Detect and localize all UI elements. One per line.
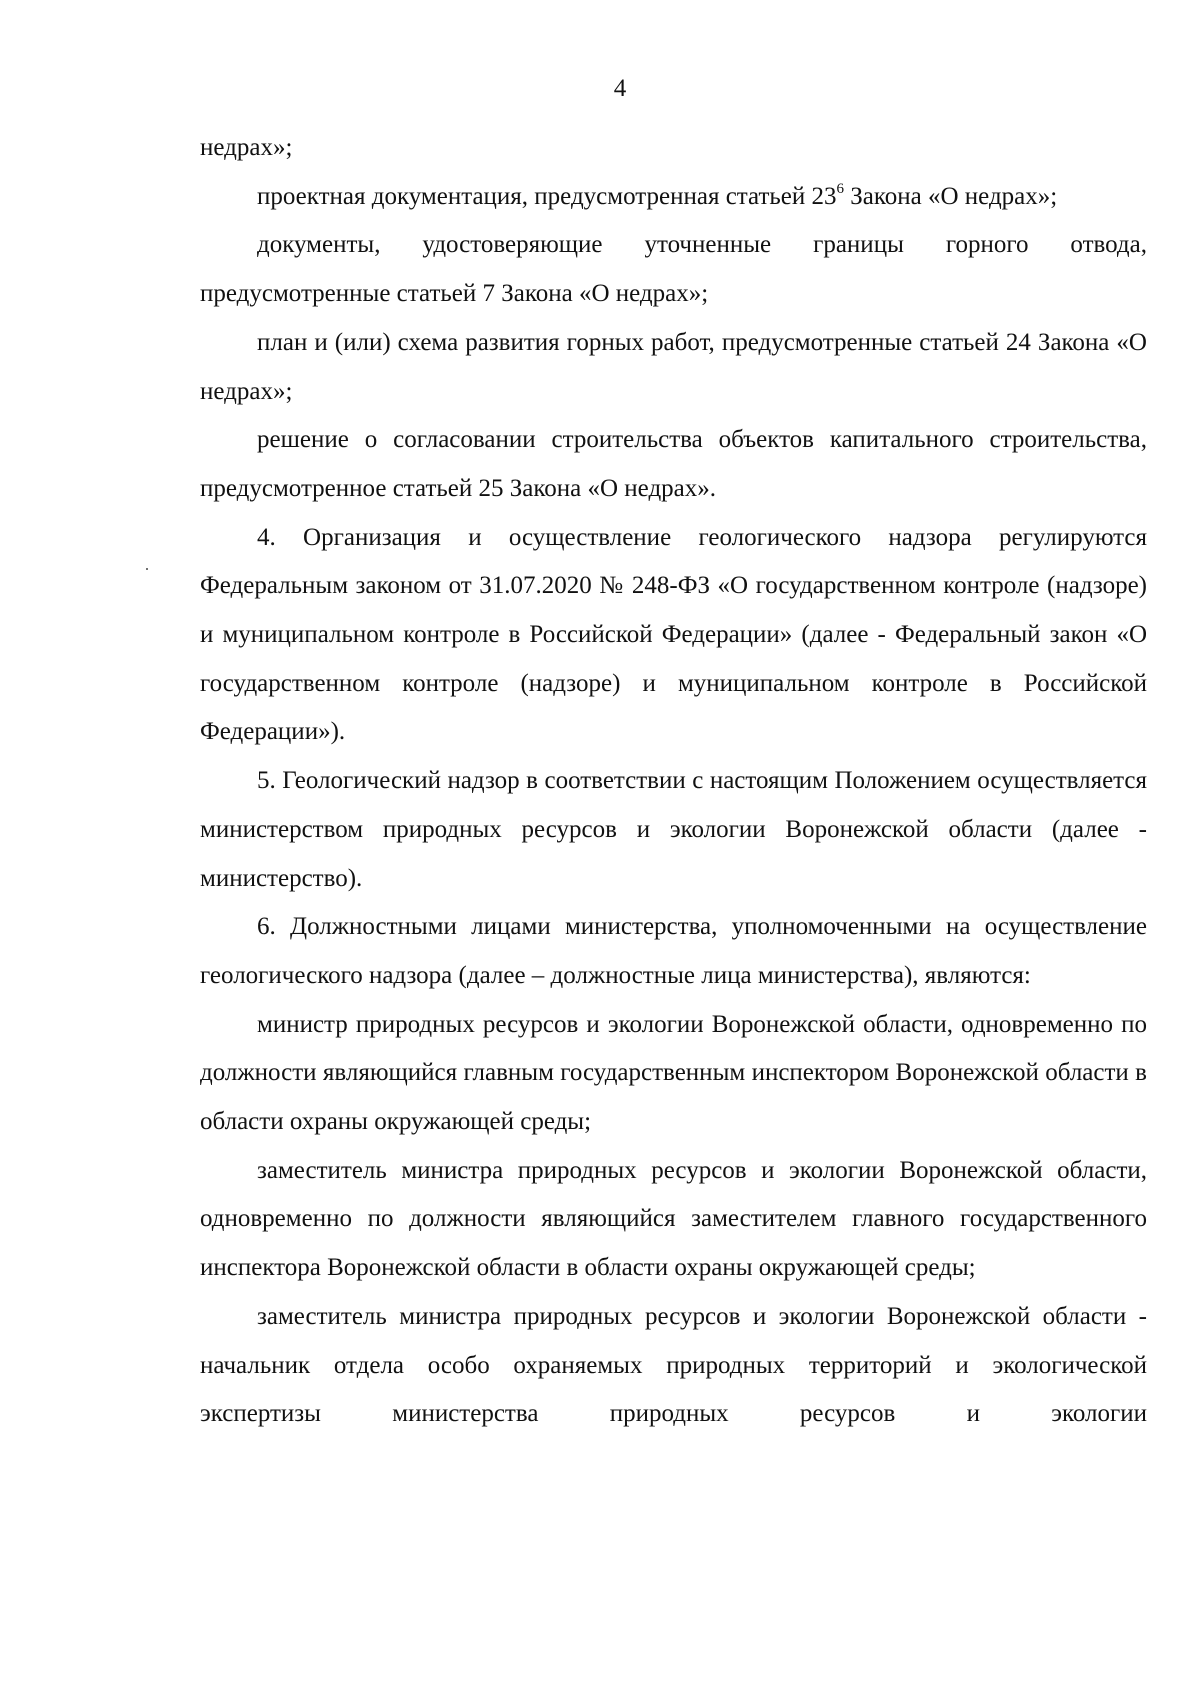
paragraph <box>200 221 1147 318</box>
paragraph-text: решение о согласовании строительства объектов капитального строительства, предусмотренное статьей 25 Закона «О недрах». <box>200 426 1147 502</box>
paragraph <box>200 1147 1147 1293</box>
paragraph <box>200 173 1147 222</box>
superscript: 6 <box>836 180 845 197</box>
paragraph-text: 4. Организация и осуществление геологического надзора регулируются Федеральным законом от 31.07.2020 № 248-ФЗ «О государственном контроле (надзоре) и муниципальном контроле в Российской Федерации» (далее - Федеральный закон «О государственном контроле (надзоре) и муниципальном контроле в Российской Федерации»). <box>200 523 1147 746</box>
scan-speck <box>146 568 148 570</box>
page-number: 4 <box>613 75 627 102</box>
paragraph-text: недрах»; <box>200 134 293 161</box>
paragraph-text: проектная документация, предусмотренная статьей 23 <box>257 182 837 210</box>
paragraph-text: 6. Должностными лицами министерства, уполномоченными на осуществление геологического надзора (далее – должностные лица министерства), являются: <box>200 913 1147 989</box>
paragraph-text: документы, удостоверяющие уточненные границы горного отвода, предусмотренные статьей 7 Закона «О недрах»; <box>200 231 1147 308</box>
paragraph <box>200 903 1147 1000</box>
paragraph-text: 5. Геологический надзор в соответствии с настоящим Положением осуществляется министерством природных ресурсов и экологии Воронежской области (далее - министерство). <box>200 767 1147 892</box>
paragraph-text: заместитель министра природных ресурсов и экологии Воронежской области - начальник отдела особо охраняемых природных территорий и экологической экспертизы министерства природных ресурсов и экологии <box>200 1302 1147 1428</box>
paragraph-text: заместитель министра природных ресурсов и экологии Воронежской области, одновременно по должности являющийся заместителем главного государственного инспектора Воронежской области в области охраны окружающей среды; <box>200 1156 1147 1282</box>
paragraph-text: министр природных ресурсов и экологии Воронежской области, одновременно по должности являющийся главным государственным инспектором Воронежской области в области охраны окружающей среды; <box>200 1010 1147 1136</box>
document-body <box>200 124 1147 1439</box>
paragraph <box>200 1293 1147 1439</box>
paragraph <box>200 416 1147 513</box>
paragraph-text: Закона «О недрах»; <box>844 182 1058 210</box>
paragraph-text: план и (или) схема развития горных работ, предусмотренные статьей 24 Закона «О недрах»; <box>200 328 1147 405</box>
paragraph <box>200 757 1147 903</box>
paragraph <box>200 514 1147 758</box>
paragraph <box>200 124 1147 173</box>
paragraph <box>200 1001 1147 1147</box>
paragraph <box>200 319 1147 416</box>
